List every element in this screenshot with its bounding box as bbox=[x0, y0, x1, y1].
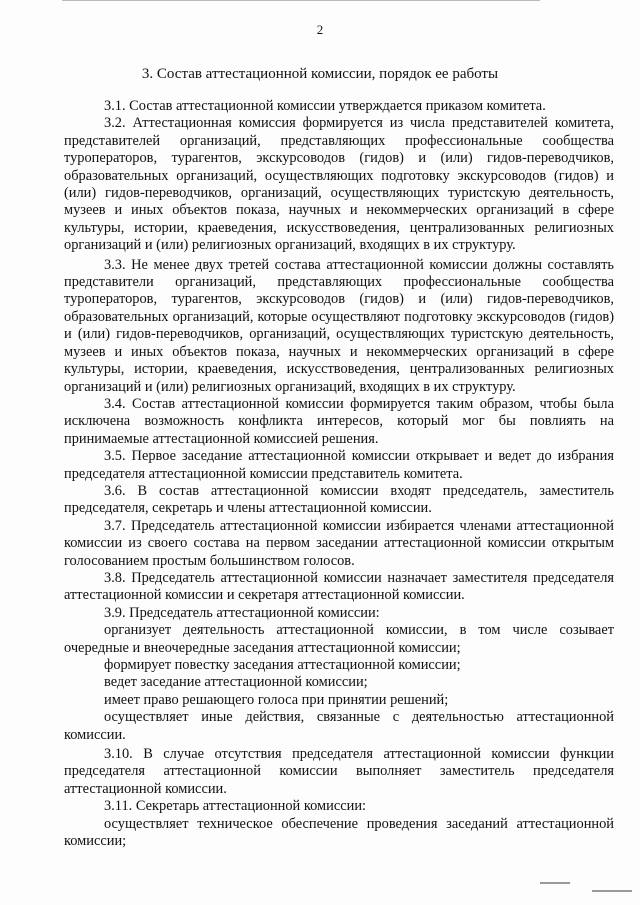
list-item: формирует повестку заседания аттестационной комиссии; bbox=[104, 657, 461, 673]
paragraph-3-2: 3.2. Аттестационная комиссия формируется из числа представителей комитета, представителей организаций, представляющих профессиональные сообщества туроператоров, турагентов, экскурсоводов (гидов) и (или) гидов-переводчиков, образовательных организаций, осуществляющих подготовку экскурсоводов (гидов) и (или) гидов-переводчиков, организаций, осуществляющих туристскую деятельность, музеев и иных объектов показа, научных и некоммерческих организаций в сфере культуры, истории, краеведения, искусствоведения, централизованных религиозных организаций и (или) религиозных организаций, входящих в их структуру. bbox=[64, 115, 614, 254]
paragraph-3-1: 3.1. Состав аттестационной комиссии утверждается приказом комитета. bbox=[104, 98, 546, 114]
page-number: 2 bbox=[316, 22, 324, 37]
list-item: ведет заседание аттестационной комиссии; bbox=[104, 674, 368, 691]
list-item: организует деятельность аттестационной комиссии, в том числе созывает очередные и внеочередные заседания аттестационной комиссии; bbox=[64, 622, 614, 656]
section-title: 3. Состав аттестационной комиссии, порядок ее работы bbox=[141, 66, 499, 82]
list-item: осуществляет техническое обеспечение проведения заседаний аттестационной комиссии; bbox=[64, 815, 614, 850]
paragraph-3-4: 3.4. Состав аттестационной комиссии формируется таким образом, чтобы была исключена возможность конфликта интересов, который мог бы повлиять на принимаемые аттестационной комиссией решения. bbox=[64, 395, 614, 447]
list-item: имеет право решающего голоса при принятии решений; bbox=[104, 691, 449, 708]
top-border-line bbox=[62, 0, 540, 1]
list-item: осуществляет иные действия, связанные с деятельностью аттестационной комиссии. bbox=[64, 709, 614, 743]
paragraph-3-6: 3.6. В состав аттестационной комиссии входят председатель, заместитель председателя, секретарь и члены аттестационной комиссии. bbox=[64, 482, 614, 517]
paragraph-3-5: 3.5. Первое заседание аттестационной комиссии открывает и ведет до избрания председателя аттестационной комиссии представитель комитета. bbox=[64, 448, 614, 482]
scan-mark bbox=[540, 882, 570, 884]
paragraph-3-3: 3.3. Не менее двух третей состава аттестационной комиссии должны составлять представители организаций, представляющих профессиональные сообщества туроператоров, турагентов, экскурсоводов (гидов) и (или) гидов-переводчиков, образовательных организаций, которые осуществляют подготовку экскурсоводов (гидов) и (или) гидов-переводчиков, организаций, осуществляющих туристскую деятельность, музеев и иных объектов показа, научных и некоммерческих организаций в сфере культуры, истории, краеведения, искусствоведения, централизованных религиозных организаций и (или) религиозных организаций, входящих в их структуру. bbox=[64, 256, 614, 395]
document-body bbox=[64, 98, 614, 850]
paragraph-3-9: 3.9. Председатель аттестационной комиссии: bbox=[104, 604, 380, 621]
paragraph-3-10: 3.10. В случае отсутствия председателя аттестационной комиссии функции председателя аттестационной комиссии выполняет заместитель председателя аттестационной комиссии. bbox=[64, 746, 614, 797]
paragraph-3-11: 3.11. Секретарь аттестационной комиссии: bbox=[104, 798, 367, 815]
paragraph-3-8: 3.8. Председатель аттестационной комиссии назначает заместителя председателя аттестационной комиссии и секретаря аттестационной комиссии. bbox=[64, 569, 614, 604]
paragraph-3-7: 3.7. Председатель аттестационной комиссии избирается членами аттестационной комиссии из своего состава на первом заседании аттестационной комиссии открытым голосованием простым большинством голосов. bbox=[64, 517, 614, 569]
scan-mark bbox=[592, 890, 632, 892]
